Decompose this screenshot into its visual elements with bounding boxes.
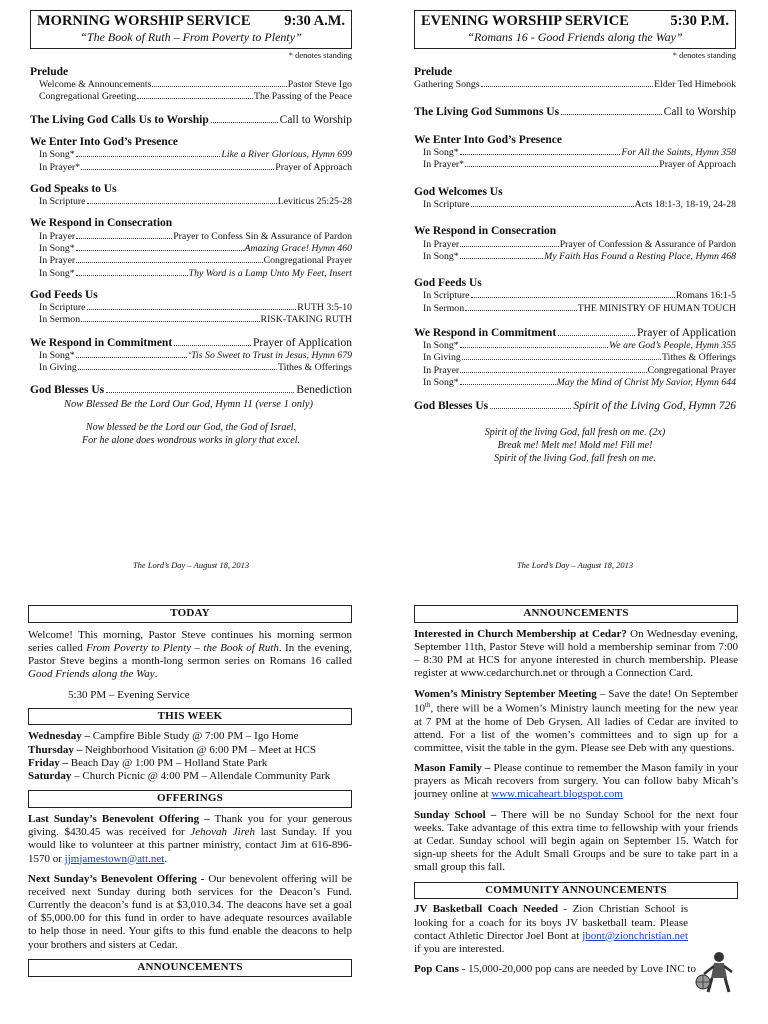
list-item: In Song* May the Mind of Christ My Savior, Hymn 644 xyxy=(423,376,736,388)
last-offering-paragraph: Last Sunday’s Benevolent Offering – Thank you for your generous giving. $430.45 was received for Jehovah Jireh last Sunday. If you would like to volunteer at this partner ministry, contact Jim at 616-896-1570 or jjmjamestown@att.net. xyxy=(28,812,352,865)
welcome-paragraph: Welcome! This morning, Pastor Steve continues his morning sermon series called From Poverty to Plenty – the Book of Ruth. In the evening, Pastor Steve begins a month-long sermon series on Romans 16 called Good Friends along the Way. xyxy=(28,628,352,681)
announcements-bar: ANNOUNCEMENTS xyxy=(414,605,738,623)
evening-theme: “Romans 16 - Good Friends along the Way” xyxy=(467,30,683,45)
evening-service-line: 5:30 PM – Evening Service xyxy=(68,688,190,701)
list-item: In Scripture Romans 16:1-5 xyxy=(423,290,736,302)
pop-cans-paragraph: Pop Cans - 15,000-20,000 pop cans are needed by Love INC to xyxy=(414,963,696,976)
list-item: In Song* Amazing Grace! Hymn 460 xyxy=(39,243,352,255)
morning-theme: “The Book of Ruth – From Poverty to Plenty” xyxy=(80,30,302,45)
blesses-section: God Blesses Us Spirit of the Living God, Hymn 726 xyxy=(414,400,736,413)
list-item: In Sermon THE MINISTRY OF HUMAN TOUCH xyxy=(423,302,736,314)
prelude-heading: Prelude xyxy=(414,65,453,78)
list-item: Friday – Beach Day @ 1:00 PM – Holland State Park xyxy=(28,756,268,769)
hymn-verse: Now blessed be the Lord our God, the God of Israel, For he alone does wondrous works in glory that excel. xyxy=(82,421,300,446)
list-item: In Prayer Congregational Prayer xyxy=(39,255,352,267)
list-item: In Song* Like a River Glorious, Hymn 699 xyxy=(39,149,352,161)
community-bar: COMMUNITY ANNOUNCEMENTS xyxy=(414,882,738,900)
list-item: In Song* For All the Saints, Hymn 358 xyxy=(423,147,736,159)
feeds-heading: God Feeds Us xyxy=(414,277,482,290)
consecration-heading: We Respond in Consecration xyxy=(414,225,557,238)
list-item: In Giving Tithes & Offerings xyxy=(423,352,736,364)
call-section: The Living God Calls Us to Worship Call to Worship xyxy=(30,113,352,126)
list-item: In Prayer Prayer to Confess Sin & Assurance of Pardon xyxy=(39,230,352,242)
summons-section: The Living God Summons Us Call to Worship xyxy=(414,106,736,119)
list-item: Welcome & Announcements Pastor Steve Igo xyxy=(39,79,352,91)
today-panel xyxy=(28,603,352,981)
commitment-section: We Respond in Commitment Prayer of Application xyxy=(30,336,352,349)
list-item: In Giving Tithes & Offerings xyxy=(39,362,352,374)
announcements-bar: ANNOUNCEMENTS xyxy=(28,959,352,977)
blog-link[interactable]: www.micaheart.blogspot.com xyxy=(491,788,623,801)
list-item: In Sermon RISK-TAKING RUTH xyxy=(39,314,352,326)
blesses-section: God Blesses Us Benediction xyxy=(30,384,352,397)
feeds-heading: God Feeds Us xyxy=(30,288,98,301)
list-item: In Song* We are God’s People, Hymn 355 xyxy=(423,340,736,352)
evening-service-panel xyxy=(414,10,736,570)
standing-note: * denotes standing xyxy=(672,50,736,61)
list-item: In Prayer Prayer of Confession & Assurance of Pardon xyxy=(423,238,736,250)
morning-service-panel xyxy=(30,10,352,570)
commitment-section: We Respond in Commitment Prayer of Application xyxy=(414,326,736,339)
morning-time: 9:30 A.M. xyxy=(284,13,345,29)
evening-title: EVENING WORSHIP SERVICE xyxy=(421,13,629,29)
list-item: Congregational Greeting The Passing of the Peace xyxy=(39,91,352,103)
evening-time: 5:30 P.M. xyxy=(670,13,729,29)
list-item: In Song* My Faith Has Found a Resting Place, Hymn 468 xyxy=(423,250,736,262)
jv-paragraph: JV Basketball Coach Needed - Zion Christian School is looking for a coach for its boys JV basketball team. Please contact Athletic Director Joel Bont at jbont@zionchristian.net if you are interested. xyxy=(414,903,688,955)
hymn-verse: Spirit of the living God, fall fresh on me. (2x) Break me! Melt me! Mold me! Fill me! Spirit of the living God, fall fresh on me. xyxy=(484,426,666,464)
list-item: Saturday – Church Picnic @ 4:00 PM – Allendale Community Park xyxy=(28,770,331,782)
list-item: In Scripture Leviticus 25:25-28 xyxy=(39,196,352,208)
offerings-bar: OFFERINGS xyxy=(28,790,352,808)
list-item: In Prayer* Prayer of Approach xyxy=(423,159,736,171)
evening-date: The Lord’s Day – August 18, 2013 xyxy=(516,560,634,570)
mason-paragraph: Mason Family – Please continue to remember the Mason family in your prayers as Micah recovers from surgery. You can follow baby Micah’s journey online at www.micaheart.blogspot.com xyxy=(414,762,738,801)
evening-header-box xyxy=(414,10,736,49)
list-item: In Prayer Congregational Prayer xyxy=(423,364,736,376)
morning-date: The Lord’s Day – August 18, 2013 xyxy=(132,560,250,570)
womens-paragraph: Women’s Ministry September Meeting – Save the date! On September 10th, there will be a Women’s Ministry launch meeting for the new year at 7 PM at the home of Deb Grysen. All ladies of Cedar are invited to attend. For a list of the women’s committees and to sign up for a committee, visit the table in the gym. Please see Deb with any questions. xyxy=(414,687,738,754)
prelude-heading: Prelude xyxy=(30,65,69,78)
membership-paragraph: Interested in Church Membership at Cedar? On Wednesday evening, September 11th, Pastor Steve will hold a membership seminar from 7:00 – 8:30 PM at HCS for anyone interested in church membership. Please register at www.cedarchurch.net or through a Connection Card. xyxy=(414,627,738,680)
morning-header-box xyxy=(30,10,352,49)
list-item: Thursday – Neighborhood Visitation @ 6:00 PM – Meet at HCS xyxy=(28,743,316,756)
announcements-panel xyxy=(414,603,738,983)
blesses-hymn: Now Blessed Be the Lord Our God, Hymn 11 (verse 1 only) xyxy=(64,398,314,410)
consecration-heading: We Respond in Consecration xyxy=(30,217,173,230)
this-week-bar: THIS WEEK xyxy=(28,708,352,726)
next-offering-paragraph: Next Sunday’s Benevolent Offering - Our benevolent offering will be received next Sunday during both services for the Deacon’s Fund. Currently the deacon’s fund is at $3,010.34. The deacons have set a goal of $5,000.00 for this fund in order to have adequate resources available to help those in need. Your gifts to this fund enable the deacons to help your brothers and sisters at Cedar. xyxy=(28,872,352,951)
today-bar: TODAY xyxy=(28,605,352,623)
list-item: In Song* Thy Word is a Lamp Unto My Feet, Insert xyxy=(39,267,352,279)
list-item: In Song* ‘Tis So Sweet to Trust in Jesus, Hymn 679 xyxy=(39,349,352,361)
list-item: Wednesday – Campfire Bible Study @ 7:00 PM – Igo Home xyxy=(28,730,299,743)
presence-heading: We Enter Into God’s Presence xyxy=(30,135,178,148)
email-link[interactable]: jjmjamestown@att.net xyxy=(64,852,165,865)
email-link[interactable]: jbont@zionchristian.net xyxy=(582,929,688,942)
list-item: In Scripture Acts 18:1-3, 18-19, 24-28 xyxy=(423,198,736,210)
standing-note: * denotes standing xyxy=(288,50,352,61)
morning-title: MORNING WORSHIP SERVICE xyxy=(37,13,251,29)
list-item: Gathering Songs Elder Ted Himebook xyxy=(414,79,736,91)
list-item: In Scripture RUTH 3:5-10 xyxy=(39,302,352,314)
presence-heading: We Enter Into God’s Presence xyxy=(414,133,562,146)
speaks-heading: God Speaks to Us xyxy=(30,182,117,195)
list-item: In Prayer* Prayer of Approach xyxy=(39,161,352,173)
basketball-player-icon xyxy=(694,948,736,996)
sunday-school-paragraph: Sunday School – There will be no Sunday School for the next four weeks. Take advantage of this extra time to fellowship with your friends at Cedar. Sunday school will begin again on September 15. Watch for sign-up sheets for the Adult Small Groups and be sure to take part in a small group this fall. xyxy=(414,808,738,874)
welcomes-heading: God Welcomes Us xyxy=(414,185,503,198)
